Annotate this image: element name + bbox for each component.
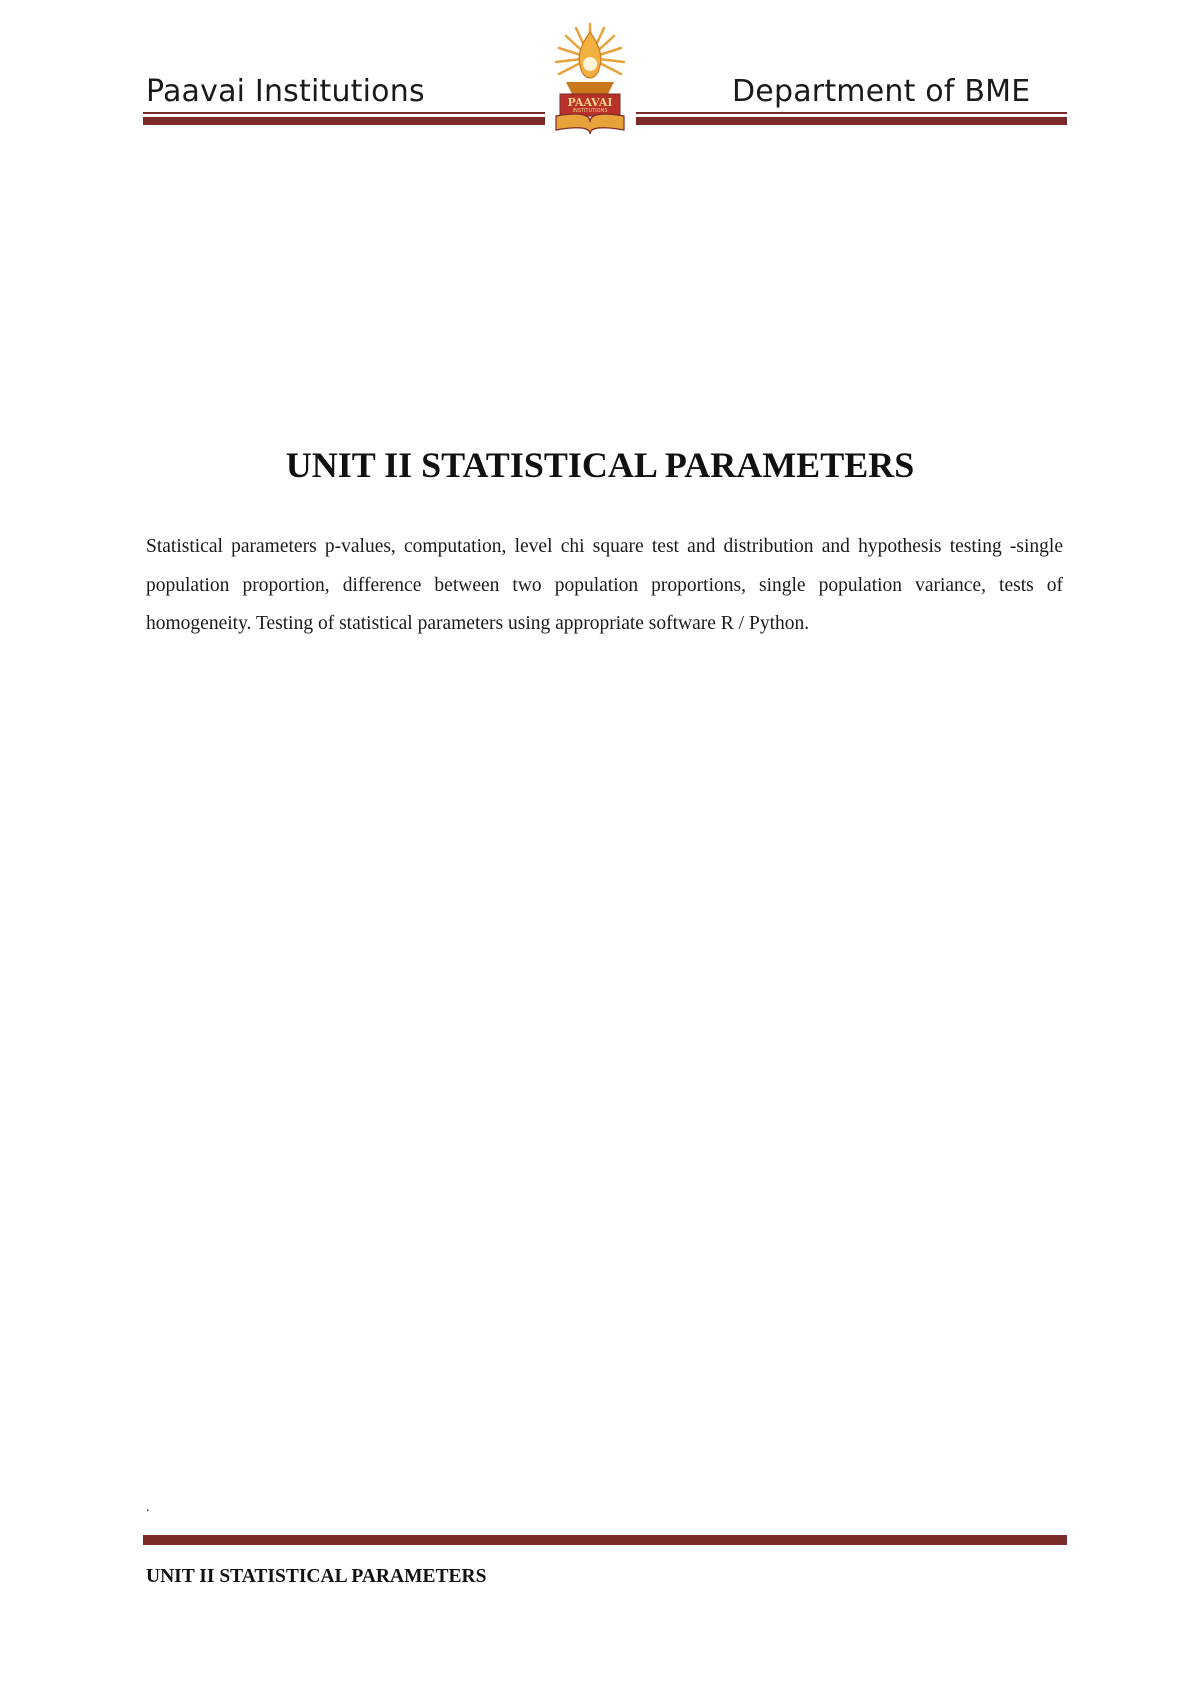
header-rule-right [636, 117, 1067, 125]
header-institution-name: Paavai Institutions [146, 74, 425, 109]
paavai-logo [546, 18, 634, 138]
footer-dot: . [146, 1500, 150, 1515]
header-rule-right-thin [636, 112, 1067, 114]
logo-subtext: INSTITUTIONS [572, 108, 608, 114]
logo-text: PAAVAI [567, 96, 613, 109]
syllabus-paragraph: Statistical parameters p-values, computation, level chi square test and distribution and hypothesis testing -single population proportion, difference between two population proportions, single population variance, tests of homogeneity. Testing of statistical parameters using appropriate software R / Python. [146, 536, 1063, 634]
footer-rule [143, 1535, 1067, 1545]
page-title: UNIT II STATISTICAL PARAMETERS [285, 445, 915, 485]
header-rule-left [143, 117, 545, 125]
header-department-name: Department of BME [732, 74, 1031, 109]
header-rule-left-thin [143, 112, 545, 114]
footer-unit-title: UNIT II STATISTICAL PARAMETERS [146, 1566, 487, 1587]
